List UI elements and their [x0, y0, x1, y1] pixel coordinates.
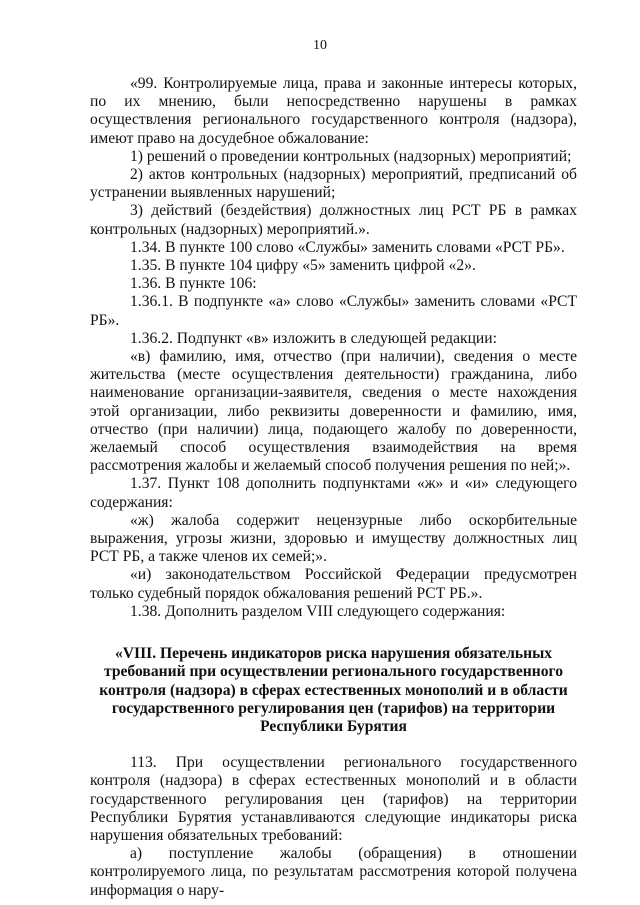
paragraph-99-item-2: 2) актов контрольных (надзорных) мероприятий, предписаний об устранении выявленных нарушений; — [90, 166, 577, 202]
paragraph-1-36-2: 1.36.2. Подпункт «в» изложить в следующей редакции: — [130, 329, 497, 347]
paragraph-1-36: 1.36. В пункте 106: — [130, 275, 257, 293]
paragraph-1-36-1: 1.36.1. В подпункте «а» слово «Службы» заменить словами «РСТ РБ». — [90, 293, 577, 329]
paragraph-1-38: 1.38. Дополнить разделом VIII следующего содержания: — [130, 602, 506, 620]
paragraph-1-37: 1.37. Пункт 108 дополнить подпунктами «ж» и «и» следующего содержания: — [90, 475, 577, 511]
document-body — [90, 75, 577, 900]
paragraph-113: 113. При осуществлении регионального государственного контроля (надзора) в сферах естественных монополий и в области государственного регулирования цен (тарифов) на территории Республики Бурятия устанавливаются следующие индикаторы риска нарушения обязательных требований: — [90, 754, 577, 844]
paragraph-1-34: 1.34. В пункте 100 слово «Службы» заменить словами «РСТ РБ». — [130, 238, 565, 256]
heading-spacer — [90, 736, 577, 754]
paragraph-subitem-v: «в) фамилию, имя, отчество (при наличии), сведения о месте жительства (месте осуществления деятельности) гражданина, либо наименование организации-заявителя, сведения о месте нахождения этой организации, либо реквизиты доверенности и фамилию, имя, отчество (при наличии) лица, подающего жалобу по доверенности, желаемый способ осуществления взаимодействия на время рассмотрения жалобы и желаемый способ получения решения по ней;». — [90, 348, 577, 475]
paragraph-113-item-a: а) поступление жалобы (обращения) в отношении контролируемого лица, по результатам рассмотрения которой получена информация о нару- — [90, 845, 577, 899]
paragraph-subitem-i: «и) законодательством Российской Федерации предусмотрен только судебный порядок обжалования решений РСТ РБ.». — [90, 566, 577, 602]
section-heading: «VIII. Перечень индикаторов риска нарушения обязательных требований при осуществлении регионального государственного контроля (надзора) в сферах естественных монополий и в области государственного регулирования цен (тарифов) на территории Республики Бурятия — [99, 645, 568, 735]
paragraph-99-item-1: 1) решений о проведении контрольных (надзорных) мероприятий; — [130, 147, 572, 165]
paragraph-99-item-3: 3) действий (бездействия) должностных лиц РСТ РБ в рамках контрольных (надзорных) мероприятий.». — [90, 202, 577, 238]
paragraph-1-35: 1.35. В пункте 104 цифру «5» заменить цифрой «2». — [130, 257, 476, 275]
section-spacer — [90, 621, 577, 645]
paragraph-99-intro: «99. Контролируемые лица, права и законные интересы которых, по их мнению, были непосредственно нарушены в рамках осуществления регионального государственного контроля (надзора), имеют право на досудебное обжалование: — [90, 75, 577, 147]
paragraph-subitem-zh: «ж) жалоба содержит нецензурные либо оскорбительные выражения, угрозы жизни, здоровью и имуществу должностных лиц РСТ РБ, а также членов их семей;». — [90, 511, 577, 566]
page-number: 10 — [313, 38, 327, 53]
